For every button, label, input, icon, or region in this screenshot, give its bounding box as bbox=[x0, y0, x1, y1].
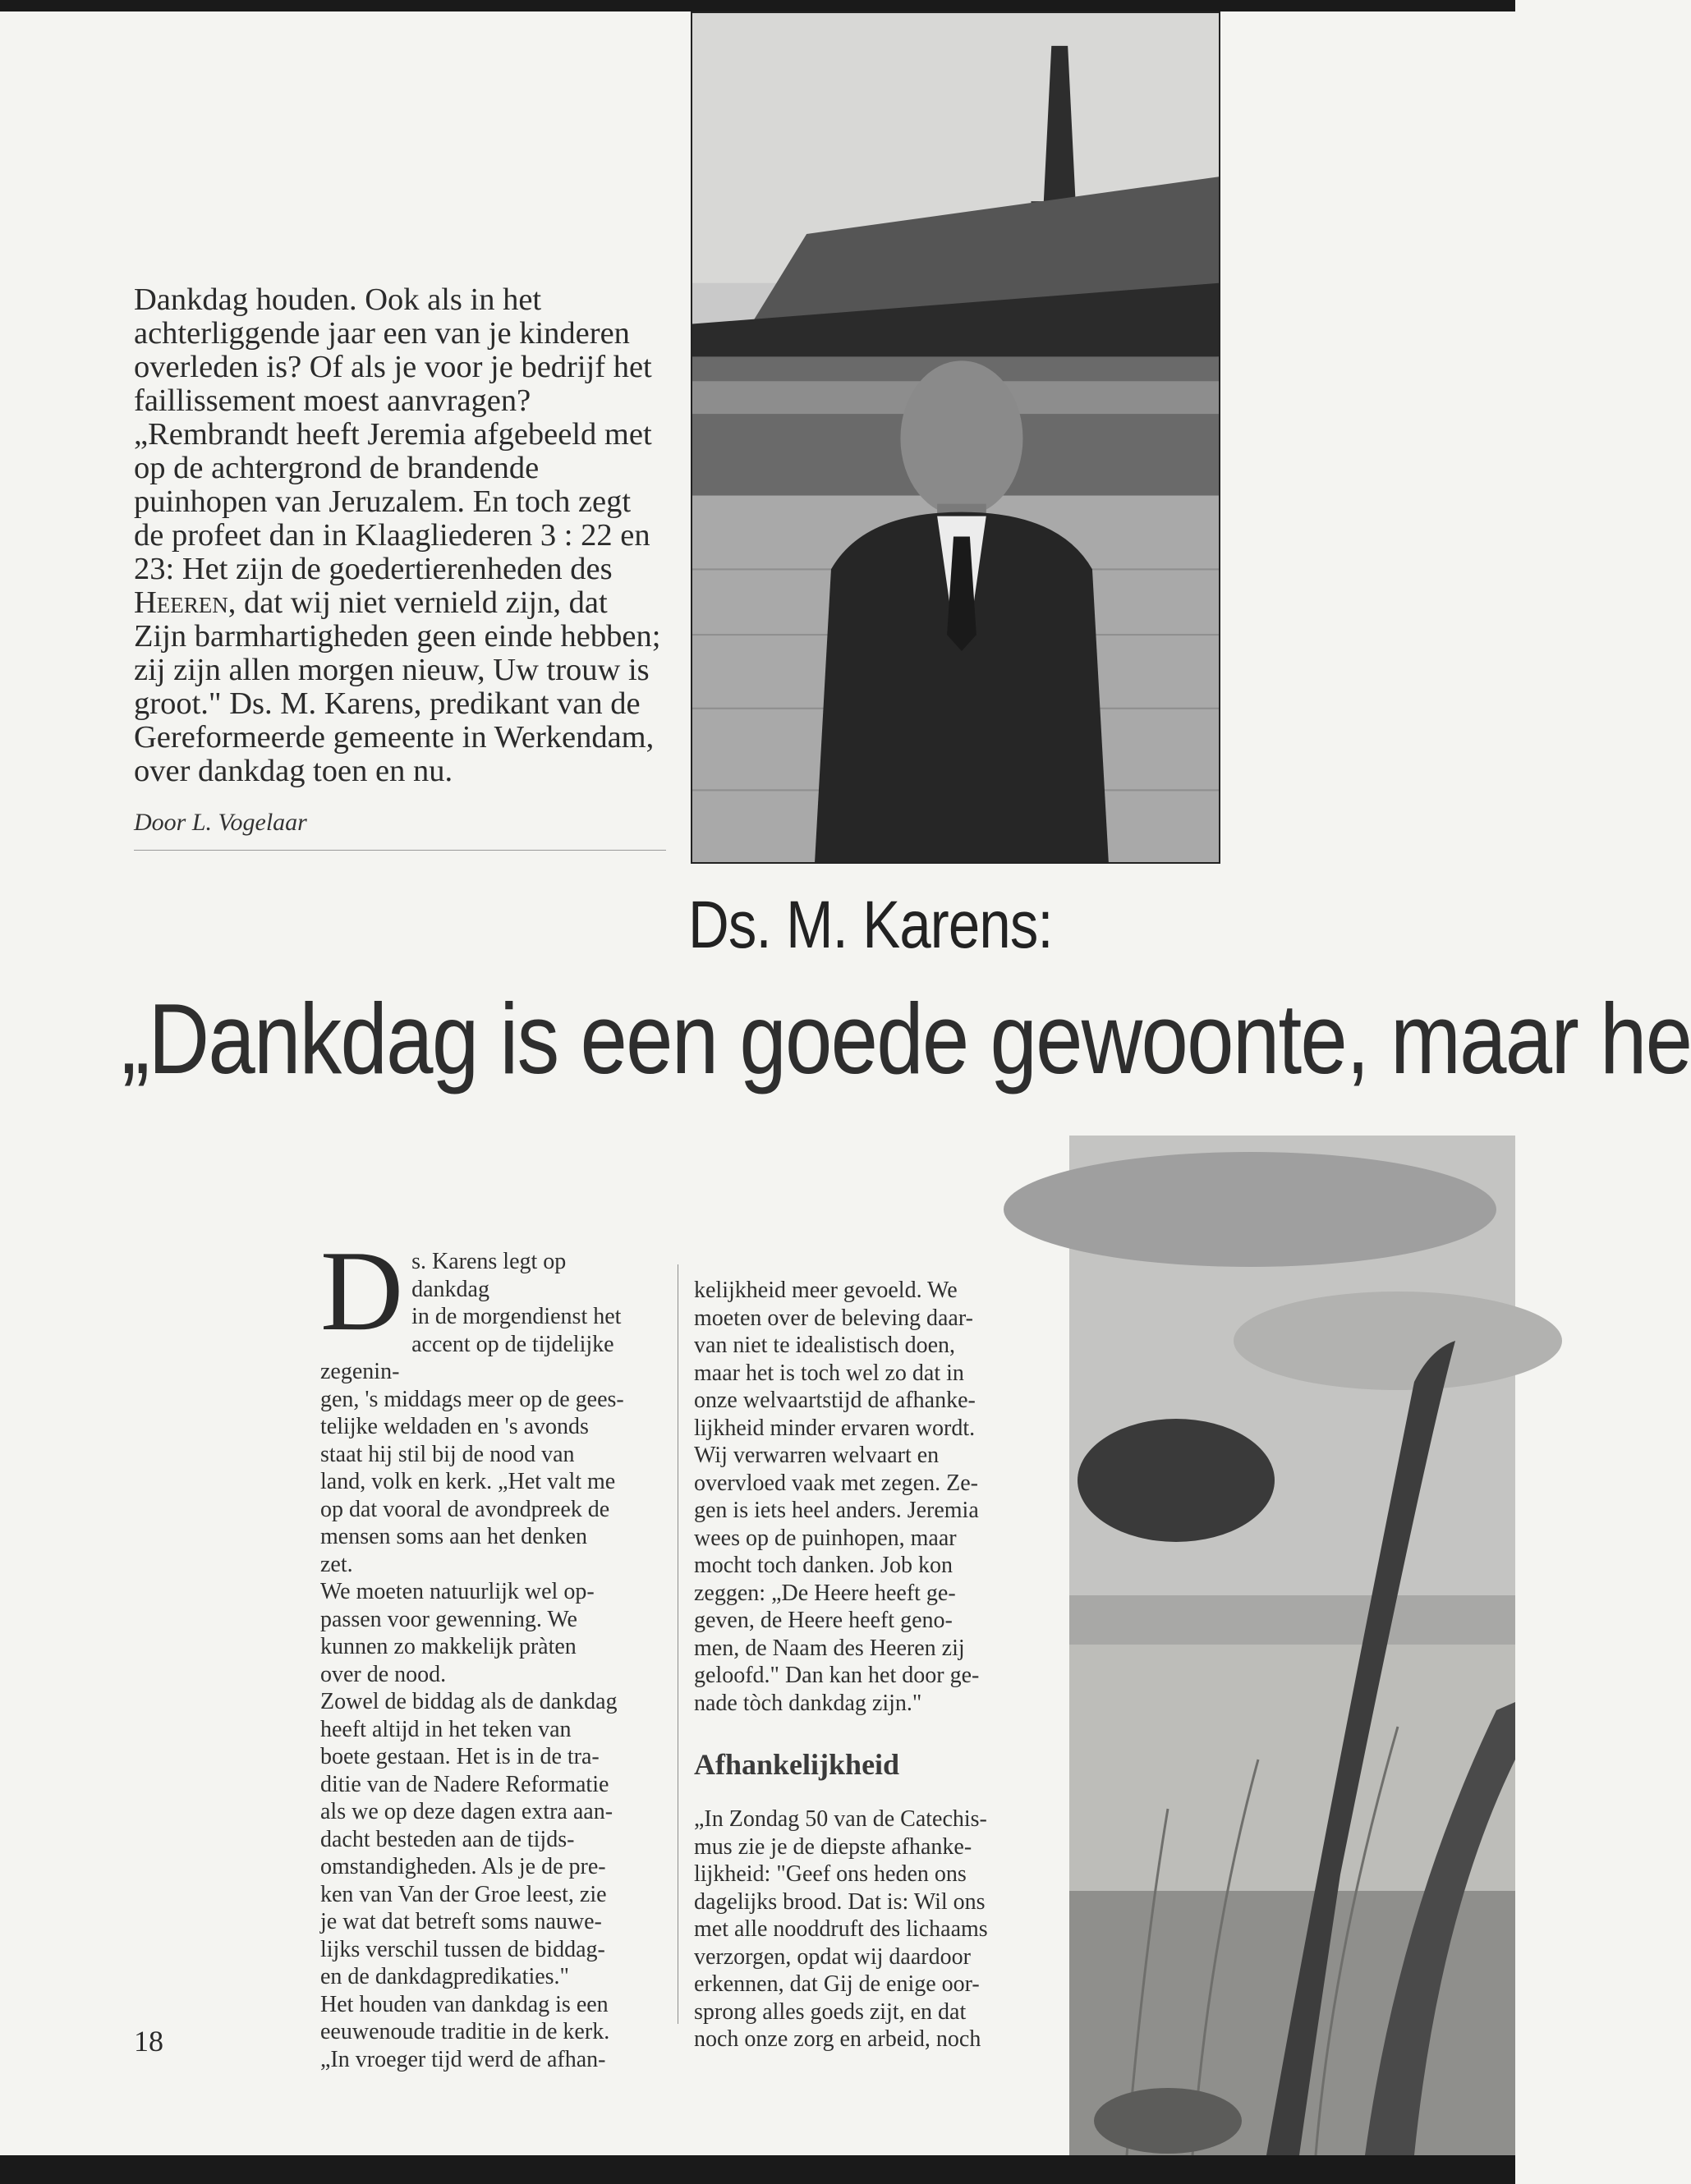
col1-line: mensen soms aan het denken bbox=[320, 1524, 588, 1549]
col1-line: Zowel de biddag als de dankdag bbox=[320, 1689, 618, 1714]
landscape-photo bbox=[1069, 1136, 1515, 2155]
col2-line: mus zie je de diepste afhanke- bbox=[694, 1833, 972, 1860]
drop-cap: D bbox=[320, 1227, 404, 1355]
byline-rule bbox=[134, 850, 666, 851]
col2-line: gen is iets heel anders. Jeremia bbox=[694, 1498, 979, 1523]
col1-line: kunnen zo makkelijk pràten bbox=[320, 1634, 577, 1659]
col2-line: noch onze zorg en arbeid, noch bbox=[694, 2026, 981, 2052]
col2-line: overvloed vaak met zegen. Ze- bbox=[694, 1470, 978, 1496]
headline-name: Ds. M. Karens: bbox=[688, 888, 1053, 962]
col2-line: „In Zondag 50 van de Catechis- bbox=[694, 1806, 987, 1832]
article-column-1 bbox=[320, 1227, 649, 2073]
col1-line: je wat dat betreft soms nauwe- bbox=[320, 1909, 602, 1934]
col1-line: Het houden van dankdag is een bbox=[320, 1991, 609, 2017]
col1-line: land, volk en kerk. „Het valt me bbox=[320, 1469, 616, 1494]
page-frame-bottom bbox=[0, 2155, 1515, 2184]
col1-line: We moeten natuurlijk wel op- bbox=[320, 1579, 595, 1604]
col2-line: wees op de puinhopen, maar bbox=[694, 1525, 957, 1551]
subheading: Afhankelijkheid bbox=[694, 1748, 900, 1781]
col1-line: staat hij stil bij de nood van bbox=[320, 1441, 575, 1467]
col2-line: met alle nooddruft des lichaams bbox=[694, 1916, 988, 1942]
col2-line: maar het is toch wel zo dat in bbox=[694, 1360, 964, 1386]
article-column-2 bbox=[694, 1277, 1039, 2053]
col1-line: zet. bbox=[320, 1551, 353, 1577]
col1-line: accent op de tijdelijke zegenin- bbox=[320, 1331, 614, 1384]
col1-line: eeuwenoude traditie in de kerk. bbox=[320, 2019, 610, 2044]
col2-line: zeggen: „De Heere heeft ge- bbox=[694, 1580, 956, 1606]
col1-line: s. Karens legt op dankdag bbox=[411, 1249, 567, 1302]
col2-line: kelijkheid meer gevoeld. We bbox=[694, 1278, 958, 1303]
col1-line: over de nood. bbox=[320, 1661, 447, 1687]
col1-line: als we op deze dagen extra aan- bbox=[320, 1799, 613, 1824]
col2-line: verzorgen, opdat wij daardoor bbox=[694, 1943, 971, 1970]
col1-line: gen, 's middags meer op de gees- bbox=[320, 1386, 624, 1412]
col1-line: op dat vooral de avondpreek de bbox=[320, 1496, 610, 1522]
intro-paragraph: Dankdag houden. Ook als in het achterliggende jaar een van je kinderen overleden is? Of als je voor je bedrijf het faillissement moest aanvragen? „Rembrandt heeft Jeremia afgebeeld met op de achtergrond de brandende puinhopen van Jeruzalem. En toch zegt de profeet dan in Klaagliederen 3 : 22 en 23: Het zijn de goedertierenheden des Heeren, dat wij niet vernield zijn, dat Zijn barmhartigheden geen einde hebben; zij zijn allen morgen nieuw, Uw trouw is groot." Ds. M. Karens, predikant van de Gereformeerde gemeente in Werkendam, over dankdag toen en nu. bbox=[134, 282, 661, 788]
heeren-small-caps: Heeren bbox=[134, 585, 228, 620]
col1-line: lijks verschil tussen de biddag- bbox=[320, 1936, 605, 1962]
col1-line: ditie van de Nadere Reformatie bbox=[320, 1771, 609, 1797]
col1-line: en de dankdagpredikaties." bbox=[320, 1964, 569, 1989]
col1-line: dacht besteden aan de tijds- bbox=[320, 1826, 575, 1852]
page-number: 18 bbox=[134, 2025, 163, 2058]
col2-line: erkennen, dat Gij de enige oor- bbox=[694, 1971, 980, 1997]
col2-line: mocht toch danken. Job kon bbox=[694, 1553, 953, 1578]
portrait-photo-graphic bbox=[692, 13, 1219, 862]
col2-line: lijkheid minder ervaren wordt. bbox=[694, 1415, 976, 1441]
col2-line: van niet te idealistisch doen, bbox=[694, 1333, 956, 1358]
col1-line: telijke weldaden en 's avonds bbox=[320, 1414, 589, 1439]
col2-line: men, de Naam des Heeren zij bbox=[694, 1635, 965, 1661]
col2-line: dagelijks brood. Dat is: Wil ons bbox=[694, 1888, 986, 1915]
col1-line: omstandigheden. Als je de pre- bbox=[320, 1854, 606, 1879]
headline-quote-clip bbox=[0, 977, 1691, 1108]
col1-line: ken van Van der Groe leest, zie bbox=[320, 1881, 607, 1907]
col1-line: boete gestaan. Het is in de tra- bbox=[320, 1744, 600, 1769]
col1-line: in de morgendienst het bbox=[411, 1304, 622, 1329]
byline: Door L. Vogelaar bbox=[134, 809, 307, 836]
col2-line: nade tòch dankdag zijn." bbox=[694, 1690, 922, 1716]
portrait-photo bbox=[691, 11, 1220, 864]
col2-line: onze welvaartstijd de afhanke- bbox=[694, 1388, 976, 1413]
col1-line: „In vroeger tijd werd de afhan- bbox=[320, 2046, 606, 2072]
col2-line: lijkheid: "Geef ons heden ons bbox=[694, 1861, 967, 1887]
col1-line: heeft altijd in het teken van bbox=[320, 1716, 572, 1742]
col2-line: geven, de Heere heeft geno- bbox=[694, 1608, 953, 1633]
col2-line: Wij verwarren welvaart en bbox=[694, 1443, 940, 1468]
page-frame-top bbox=[0, 0, 1515, 11]
col2-line: geloofd." Dan kan het door ge- bbox=[694, 1663, 980, 1688]
landscape-photo-graphic bbox=[1069, 1136, 1515, 2155]
col1-line: passen voor gewenning. We bbox=[320, 1606, 577, 1632]
headline-quote: „Dankdag is een goede gewoonte, maar he bbox=[122, 983, 1691, 1094]
col2-line: moeten over de beleving daar- bbox=[694, 1305, 973, 1331]
col2-line: sprong alles goeds zijt, en dat bbox=[694, 1998, 967, 2025]
